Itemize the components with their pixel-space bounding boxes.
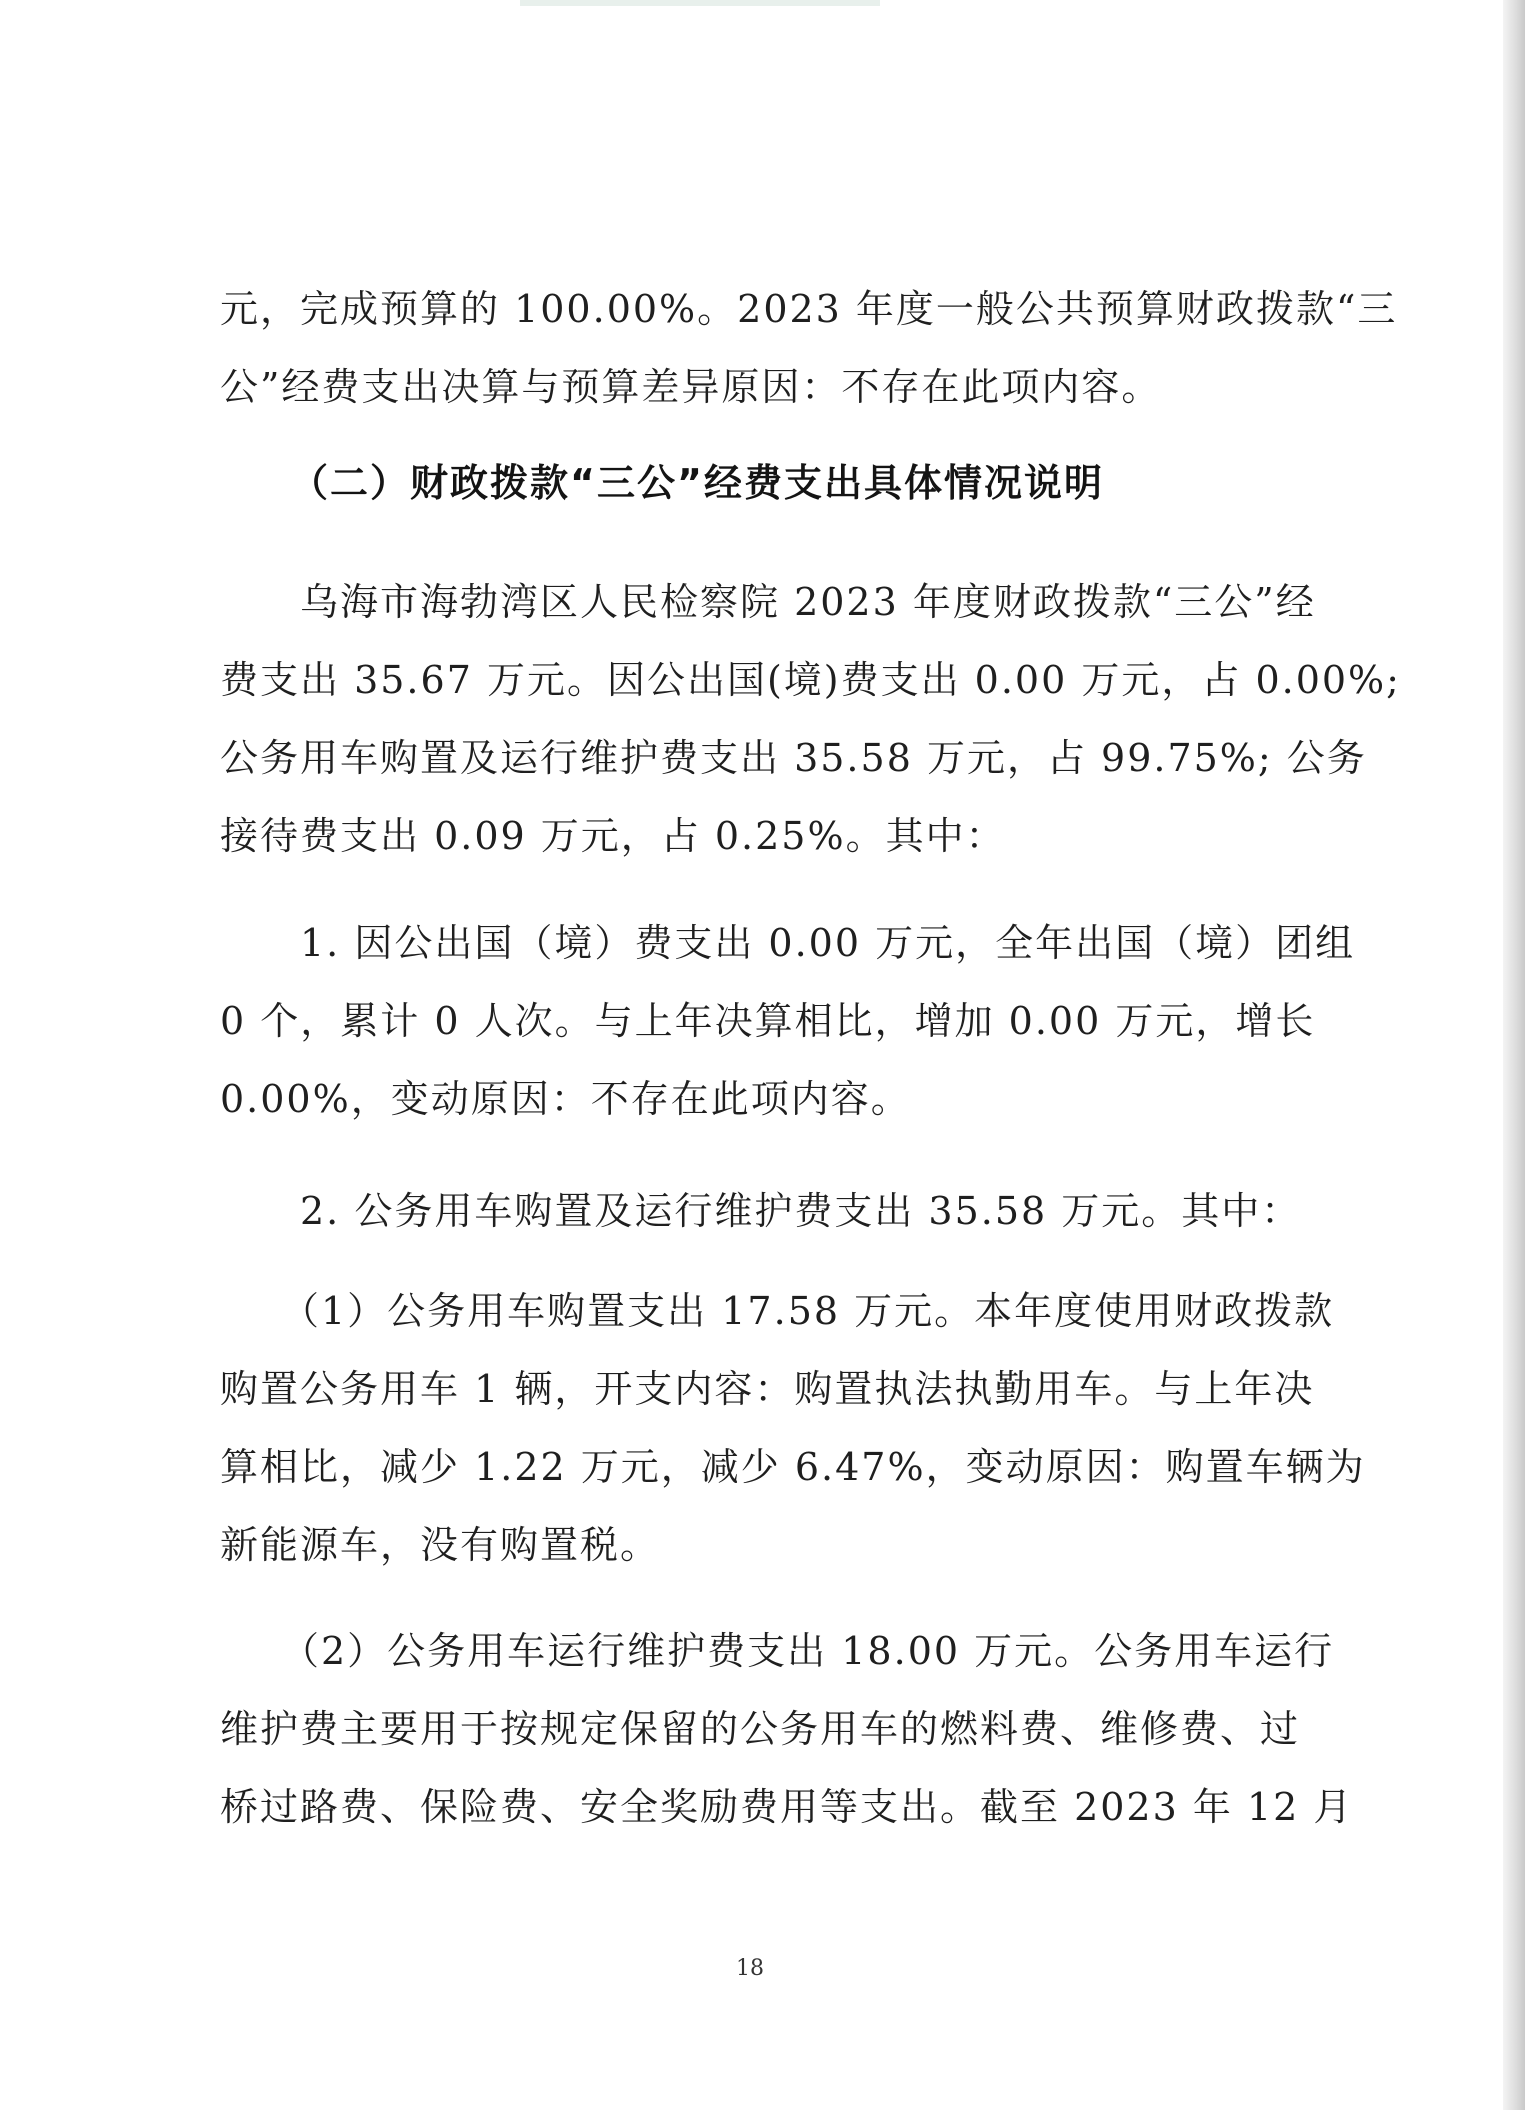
- text-line: （1）公务用车购置支出 17.58 万元。本年度使用财政拨款: [220, 1289, 1335, 1333]
- paragraph-vehicle-purchase: [220, 1272, 1366, 1584]
- text-line: 算相比，减少 1.22 万元，减少 6.47%，变动原因：购置车辆为: [220, 1445, 1366, 1489]
- text-line: 0 个，累计 0 人次。与上年决算相比，增加 0.00 万元，增长: [220, 999, 1316, 1043]
- text-line: 新能源车，没有购置税。: [220, 1523, 661, 1567]
- text-line: 公”经费支出决算与预算差异原因：不存在此项内容。: [220, 365, 1162, 409]
- paragraph-budget-summary: [220, 270, 1398, 426]
- text-line: 费支出 35.67 万元。因公出国(境)费支出 0.00 万元，占 0.00%;: [220, 658, 1401, 702]
- section-heading: （二）财政拨款“三公”经费支出具体情况说明: [290, 461, 1104, 505]
- text-line: 元，完成预算的 100.00%。2023 年度一般公共预算财政拨款“三: [220, 287, 1398, 331]
- text-line: 公务用车购置及运行维护费支出 35.58 万元，占 99.75%; 公务: [220, 736, 1367, 780]
- text-line: 接待费支出 0.09 万元，占 0.25%。其中：: [220, 814, 1006, 858]
- paragraph-overseas-travel: [220, 904, 1356, 1138]
- text-line: （2）公务用车运行维护费支出 18.00 万元。公务用车运行: [220, 1629, 1335, 1673]
- paragraph-vehicle-maintenance: [220, 1612, 1354, 1846]
- text-line: 桥过路费、保险费、安全奖励费用等支出。截至 2023 年 12 月: [220, 1785, 1354, 1829]
- text-line: 2. 公务用车购置及运行维护费支出 35.58 万元。其中：: [220, 1189, 1302, 1233]
- text-line: 购置公务用车 1 辆，开支内容：购置执法执勤用车。与上年决: [220, 1367, 1315, 1411]
- text-line: 维护费主要用于按规定保留的公务用车的燃料费、维修费、过: [220, 1707, 1301, 1751]
- paragraph-expense-overview: [220, 563, 1401, 875]
- text-line: 1. 因公出国（境）费支出 0.00 万元，全年出国（境）团组: [220, 921, 1356, 965]
- text-line: 乌海市海勃湾区人民检察院 2023 年度财政拨款“三公”经: [220, 580, 1316, 624]
- scan-right-edge: [1503, 0, 1525, 2110]
- page-number: 18: [736, 1956, 764, 1981]
- text-line: 0.00%，变动原因：不存在此项内容。: [220, 1077, 911, 1121]
- paragraph-vehicle-expense: [220, 1172, 1324, 1250]
